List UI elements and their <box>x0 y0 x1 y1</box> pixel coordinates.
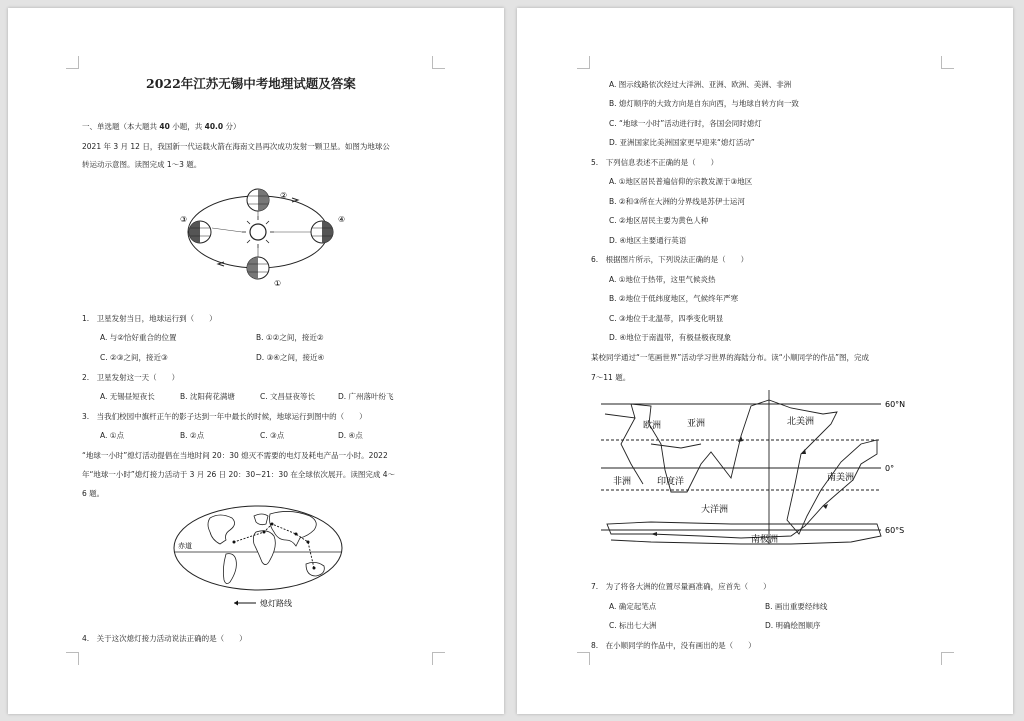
intro-text: 7～11 题。 <box>591 373 631 382</box>
crop-mark <box>941 652 954 665</box>
question-3: 3. 当我们校园中旗杆正午的影子达到一年中最长的时候，地球运行到图中的（ ） <box>82 412 367 421</box>
crop-mark <box>577 56 590 69</box>
option-5d: D. ④地区主要通行英语 <box>609 236 687 245</box>
question-1: 1. 卫星发射当日，地球运行到（ ） <box>82 314 217 323</box>
sketch-label-north-america: 北美洲 <box>787 417 815 427</box>
sketch-label-europe: 欧洲 <box>643 421 662 431</box>
option-2a: A. 无锡昼短夜长 <box>100 392 155 401</box>
orbit-label: ② <box>280 191 288 200</box>
orbit-label: ④ <box>338 215 346 224</box>
earth-position-3 <box>189 221 211 243</box>
intro-text: 2021 年 3 月 12 日，我国新一代运载火箭在海南文昌再次成功发射一颗卫星。如图为地球公 <box>82 142 390 151</box>
crop-mark <box>941 56 954 69</box>
earth-position-2 <box>247 189 269 211</box>
crop-mark <box>432 56 445 69</box>
map-legend-label: 熄灯路线 <box>260 599 292 608</box>
option-3d: D. ④点 <box>338 431 363 440</box>
option-1c: C. ②③之间，接近③ <box>100 353 168 362</box>
option-4b: B. 熄灯顺序的大致方向是自东向西，与地球自转方向一致 <box>609 99 799 108</box>
question-4: 4. 关于这次熄灯接力活动说法正确的是（ ） <box>82 634 247 643</box>
sketch-label-south-america: 南美洲 <box>827 473 855 483</box>
intro-text: 转运动示意图。读图完成 1～3 题。 <box>82 160 202 169</box>
question-6: 6. 根据图片所示，下列说法正确的是（ ） <box>591 255 749 264</box>
intro-text: “地球一小时”熄灯活动提倡在当地时间 20：30 熄灭不需要的电灯及耗电产品一小时。2022 <box>82 451 388 460</box>
option-6c: C. ③地位于北温带，四季变化明显 <box>609 314 724 323</box>
intro-text: 某校同学通过“一笔画世界”活动学习世界的海陆分布。读“小顺同学的作品”图，完成 <box>591 353 870 362</box>
crop-mark <box>432 652 445 665</box>
intro-text: 6 题。 <box>82 489 105 498</box>
option-4a: A. 图示线路依次经过大洋洲、亚洲、欧洲、美洲、非洲 <box>609 80 792 89</box>
blackout-route-map <box>168 502 348 612</box>
sketch-label-indian-ocean: 印度洋 <box>657 477 685 487</box>
option-1d: D. ③④之间，接近④ <box>256 353 325 362</box>
option-4d: D. 亚洲国家比美洲国家更早迎来“熄灯活动” <box>609 138 755 147</box>
sketch-label-oceania: 大洋洲 <box>701 505 729 515</box>
section-heading: 一、单选题（本大题共 40 小题，共 40.0 分） <box>82 122 241 131</box>
option-3c: C. ③点 <box>260 431 285 440</box>
earth-position-1 <box>247 257 269 279</box>
sketch-label-asia: 亚洲 <box>687 419 706 429</box>
option-2d: D. 广州落叶纷飞 <box>338 392 394 401</box>
question-5: 5. 下列信息表述不正确的是（ ） <box>591 158 719 167</box>
option-5b: B. ②和③所在大洲的分界线是苏伊士运河 <box>609 197 745 206</box>
option-3a: A. ①点 <box>100 431 124 440</box>
lat-0-label: 0° <box>885 464 895 473</box>
option-7c: C. 标出七大洲 <box>609 621 657 630</box>
equator-label: 赤道 <box>178 542 192 550</box>
option-7d: D. 明确绘图顺序 <box>765 621 821 630</box>
document-title: 2022年江苏无锡中考地理试题及答案 <box>146 76 356 91</box>
orbit-label: ③ <box>180 215 188 224</box>
page-right <box>517 8 1013 714</box>
option-6a: A. ①地位于热带，这里气候炎热 <box>609 275 716 284</box>
option-5c: C. ②地区居民主要为黄色人种 <box>609 216 709 225</box>
orbit-label: ① <box>274 279 282 288</box>
crop-mark <box>66 56 79 69</box>
question-7: 7. 为了将各大洲的位置尽量画准确，应首先（ ） <box>591 582 771 591</box>
option-7b: B. 画出重要经纬线 <box>765 602 828 611</box>
page-left <box>8 8 504 714</box>
option-3b: B. ②点 <box>180 431 205 440</box>
one-stroke-world-sketch <box>591 384 921 556</box>
option-2c: C. 文昌昼夜等长 <box>260 392 316 401</box>
earth-orbit-figure <box>172 176 352 288</box>
sketch-label-africa: 非洲 <box>613 477 632 487</box>
question-2: 2. 卫星发射这一天（ ） <box>82 373 180 382</box>
intro-text: 年“地球一小时”熄灯接力活动于 3 月 26 日 20：30~21：30 在全球依次展开。读图完成 4～ <box>82 470 396 479</box>
option-1b: B. ①②之间，接近② <box>256 333 324 342</box>
lat-60n-label: 60°N <box>885 400 906 409</box>
option-2b: B. 沈阳荷花满塘 <box>180 392 235 401</box>
option-4c: C. “地球一小时”活动进行时，各国会同时熄灯 <box>609 119 762 128</box>
sketch-label-antarctica: 南极洲 <box>751 535 779 545</box>
crop-mark <box>577 652 590 665</box>
crop-mark <box>66 652 79 665</box>
option-6b: B. ②地位于低纬度地区，气候终年严寒 <box>609 294 739 303</box>
question-8: 8. 在小顺同学的作品中，没有画出的是（ ） <box>591 641 756 650</box>
option-1a: A. 与②恰好重合的位置 <box>100 333 177 342</box>
option-6d: D. ④地位于南温带，有极昼极夜现象 <box>609 333 732 342</box>
option-5a: A. ①地区居民普遍信仰的宗教发源于③地区 <box>609 177 753 186</box>
lat-60s-label: 60°S <box>885 526 905 535</box>
earth-position-4 <box>311 221 333 243</box>
option-7a: A. 确定起笔点 <box>609 602 657 611</box>
